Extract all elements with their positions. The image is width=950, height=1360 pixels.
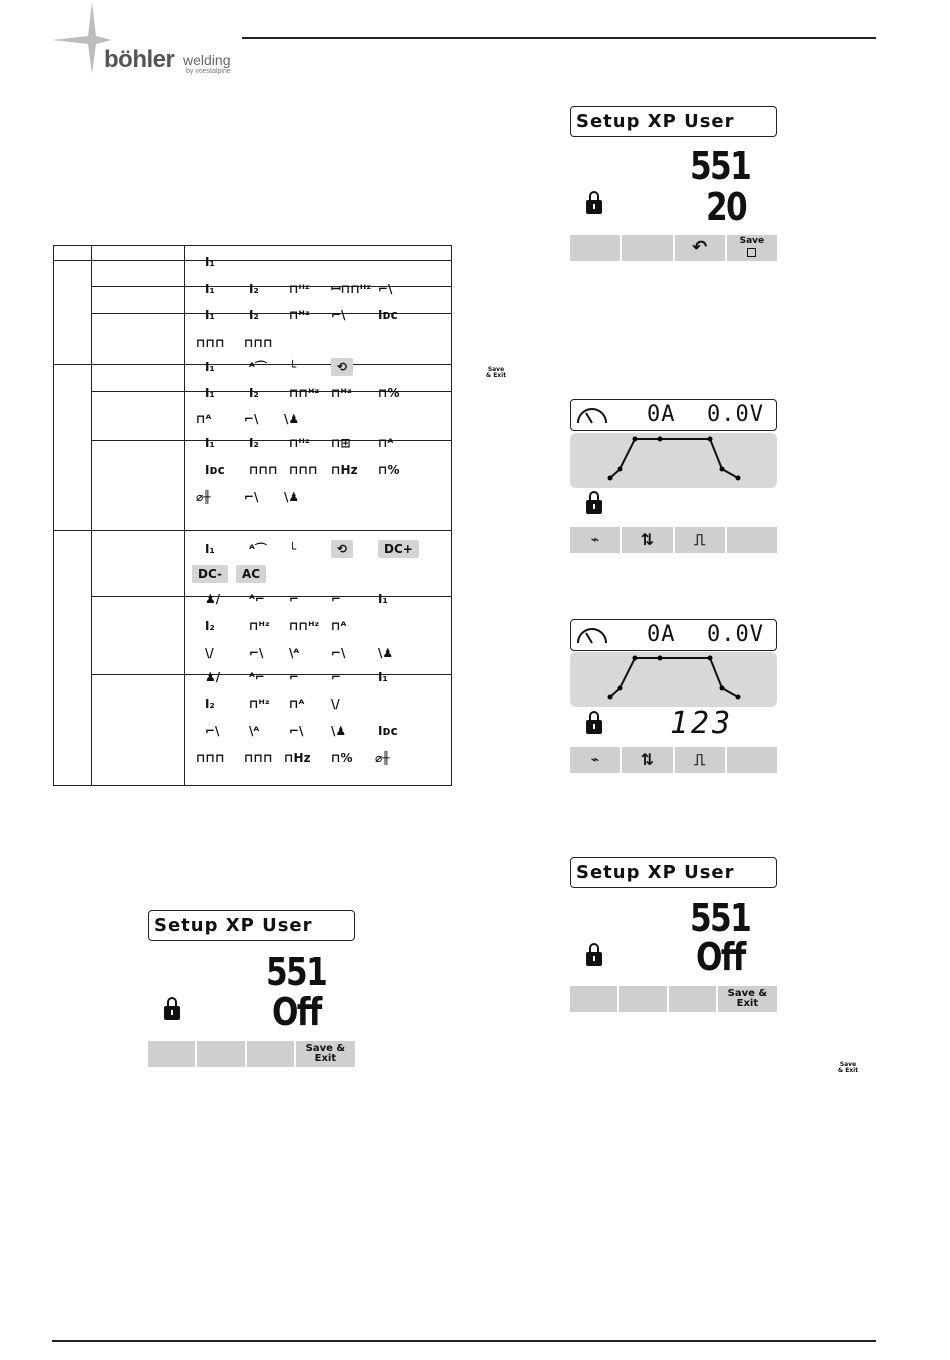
table-symbol-icon: ⊓ᴬ [378, 436, 394, 450]
table-symbol-icon: ⌐\ [331, 646, 346, 660]
save-button[interactable] [727, 235, 777, 261]
table-symbol-icon: \/ [331, 697, 340, 711]
panel3-value: 123 [670, 706, 734, 741]
save-exit-note: Save & Exit [485, 366, 507, 379]
panel2-volts: 0.0V [707, 402, 764, 427]
softkey-empty[interactable] [727, 527, 777, 553]
table-symbol-icon: DC- [192, 565, 228, 583]
table-symbol-icon: ⌐\ [244, 490, 259, 504]
table-symbol-icon: ⊓ᴬ [331, 619, 347, 633]
table-symbol-icon: ⊓⊓⊓ [244, 751, 273, 765]
table-symbol-icon: ⊓⊓⊓ [249, 463, 278, 477]
brand-tagline: by voestalpine [186, 68, 231, 75]
table-symbol-icon: DC+ [378, 540, 419, 558]
table-symbol-icon: \ᴬ [249, 724, 260, 738]
table-symbol-icon: \♟ [284, 412, 300, 426]
softkey-2[interactable] [197, 1041, 246, 1067]
table-symbol-icon: \♟ [378, 646, 394, 660]
table-symbol-icon: I₁ [205, 308, 215, 322]
table-symbol-icon: \/ [205, 646, 214, 660]
panel5-param-number: 551 [690, 896, 751, 940]
panel5-title: Setup XP User [570, 857, 777, 888]
table-symbol-icon: ♟/ [205, 670, 221, 684]
table-symbol-icon: I₁ [378, 670, 388, 684]
save-exit-note: Save & Exit [837, 1061, 859, 1074]
table-symbol-icon: └ [289, 360, 297, 374]
table-symbol-icon: ⟲ [331, 540, 353, 558]
table-symbol-icon: \♟ [331, 724, 347, 738]
table-symbol-icon: ⊓ᴴᶻ [289, 308, 310, 322]
table-symbol-icon: ⌐\ [244, 412, 259, 426]
table-symbol-icon: ⊓Hz [284, 751, 311, 765]
table-symbol-icon: ⊓ᴴᶻ [331, 386, 352, 400]
table-symbol-icon: ⌐ [331, 670, 342, 684]
table-symbol-icon: ⊓⊓⊓ [196, 751, 225, 765]
table-symbol-icon: ⊓ᴬ [289, 697, 305, 711]
table-symbol-icon: I₂ [249, 308, 259, 322]
table-symbol-icon: I₁ [205, 255, 215, 269]
panel4-softkeys [148, 1041, 355, 1067]
lock-icon [586, 720, 602, 734]
table-symbol-icon: ⌀╫ [375, 751, 390, 765]
table-symbol-icon: ⊓⊞ [331, 436, 351, 450]
panel3-weld-curve [570, 652, 777, 707]
table-symbol-icon: ᴬ⌒ [249, 360, 267, 374]
panel2-meter [570, 399, 777, 431]
footer-rule [52, 1340, 876, 1342]
table-symbol-icon: ♟/ [205, 592, 221, 606]
panel3-amps: 0A [647, 622, 676, 647]
pulse-shape-icon[interactable]: ⎍ [675, 527, 727, 553]
table-symbol-icon: ᴬ⌐ [249, 592, 265, 606]
table-symbol-icon: ⌐\ [289, 724, 304, 738]
table-symbol-icon: I₂ [249, 436, 259, 450]
table-symbol-icon: I₁ [205, 386, 215, 400]
table-symbol-icon: ⊓% [331, 751, 353, 765]
table-symbol-icon: \♟ [284, 490, 300, 504]
table-symbol-icon: ⊓⊓⊓ [196, 336, 225, 350]
panel1-param-number: 551 [690, 144, 751, 188]
table-symbol-icon: ⌐ [289, 592, 300, 606]
table-symbol-icon: I₁ [205, 282, 215, 296]
table-symbol-icon: I₂ [249, 282, 259, 296]
table-symbol-icon: I₁ [378, 592, 388, 606]
table-symbol-icon: I₁ [205, 542, 215, 556]
table-symbol-icon: Iᴅᴄ [378, 308, 398, 322]
panel4-title: Setup XP User [148, 910, 355, 941]
softkey-3[interactable] [669, 986, 718, 1012]
header-rule [242, 37, 876, 39]
table-symbol-icon: ⊓Hz [331, 463, 358, 477]
softkey-2[interactable] [622, 235, 674, 261]
panel2-weld-curve [570, 433, 777, 488]
table-symbol-icon: ᴬ⌐ [249, 670, 265, 684]
panel2-amps: 0A [647, 402, 676, 427]
table-symbol-icon: ⊓⊓⊓ [289, 463, 318, 477]
softkey-1[interactable] [570, 986, 619, 1012]
panel3-meter [570, 619, 777, 651]
table-symbol-icon: ⊓% [378, 386, 400, 400]
panel5-softkeys [570, 986, 777, 1012]
logo [52, 2, 242, 77]
table-symbol-icon: ⊓% [378, 463, 400, 477]
table-symbol-icon: I₁ [205, 436, 215, 450]
gauge-icon [575, 403, 609, 425]
pulse-shape-icon[interactable]: ⎍ [675, 747, 727, 773]
table-symbol-icon: AC [236, 565, 266, 583]
table-symbol-icon: I₁ [205, 360, 215, 374]
table-symbol-icon: I₂ [205, 619, 215, 633]
brand-suffix: welding [183, 52, 231, 68]
softkey-3[interactable] [247, 1041, 296, 1067]
save-label: Save [739, 236, 765, 246]
table-symbol-icon: I₂ [205, 697, 215, 711]
save-exit-button[interactable]: Save & Exit [305, 1043, 346, 1064]
lock-icon [164, 1006, 180, 1020]
table-symbol-icon: I₂ [249, 386, 259, 400]
panel3-volts: 0.0V [707, 622, 764, 647]
logo-star-icon [52, 2, 112, 74]
panel4-param-number: 551 [266, 950, 327, 994]
table-symbol-icon: ⊓⊓⊓ [244, 336, 273, 350]
panel1-param-value: 20 [706, 185, 747, 229]
up-down-icon[interactable]: ⇅ [622, 747, 674, 773]
table-symbol-icon: ⊓ᴴᶻ [289, 436, 310, 450]
table-symbol-icon: ⌀╫ [196, 490, 211, 504]
softkey-1[interactable] [148, 1041, 197, 1067]
table-symbol-icon: ⌐\ [249, 646, 264, 660]
brand-name: böhler [104, 46, 175, 73]
table-symbol-icon: ⌐ [289, 670, 300, 684]
table-symbol-icon: ⊓ᴴᶻ [249, 619, 270, 633]
panel2-softkeys [570, 527, 777, 553]
table-symbol-icon: \ᴬ [289, 646, 300, 660]
softkey-1[interactable] [570, 235, 622, 261]
table-symbol-icon: ⌐\ [378, 282, 393, 296]
panel3-softkeys [570, 747, 777, 773]
table-symbol-icon: ⊓ᴬ [196, 412, 212, 426]
panel1-title: Setup XP User [570, 106, 777, 137]
torch-icon[interactable]: ⌁ [570, 747, 622, 773]
table-symbol-icon: Iᴅᴄ [378, 724, 398, 738]
softkey-empty[interactable] [727, 747, 777, 773]
undo-icon[interactable]: ↶ [675, 235, 727, 261]
floppy-icon [747, 248, 756, 257]
table-symbol-icon: ⊓⊓ᴴᶻ [289, 386, 320, 400]
lock-icon [586, 200, 602, 214]
torch-icon[interactable]: ⌁ [570, 527, 622, 553]
table-symbol-icon: ⊓ᴴᶻ [249, 697, 270, 711]
save-exit-button[interactable]: Save & Exit [727, 988, 768, 1009]
panel5-param-value: Off [696, 935, 745, 979]
softkey-2[interactable] [619, 986, 668, 1012]
table-symbol-icon: ᴬ⌒ [249, 542, 267, 556]
gauge-icon [575, 623, 609, 645]
table-symbol-icon: ⊓⊓ᴴᶻ [289, 619, 320, 633]
table-symbol-icon: ⌐ [331, 592, 342, 606]
table-symbol-icon: ⌐\ [331, 308, 346, 322]
table-symbol-icon: ⊓ᴴᶻ [289, 282, 310, 296]
lock-icon [586, 500, 602, 514]
table-symbol-icon: ⌐\ [205, 724, 220, 738]
table-symbol-icon: ⟲ [331, 358, 353, 376]
table-symbol-icon: ꟷ⊓⊓ᴴᶻ [331, 282, 372, 296]
table-symbol-icon: Iᴅᴄ [205, 463, 225, 477]
up-down-icon[interactable]: ⇅ [622, 527, 674, 553]
lock-icon [586, 952, 602, 966]
panel4-param-value: Off [272, 990, 321, 1034]
panel1-softkeys [570, 235, 777, 261]
table-symbol-icon: └ [289, 542, 297, 556]
